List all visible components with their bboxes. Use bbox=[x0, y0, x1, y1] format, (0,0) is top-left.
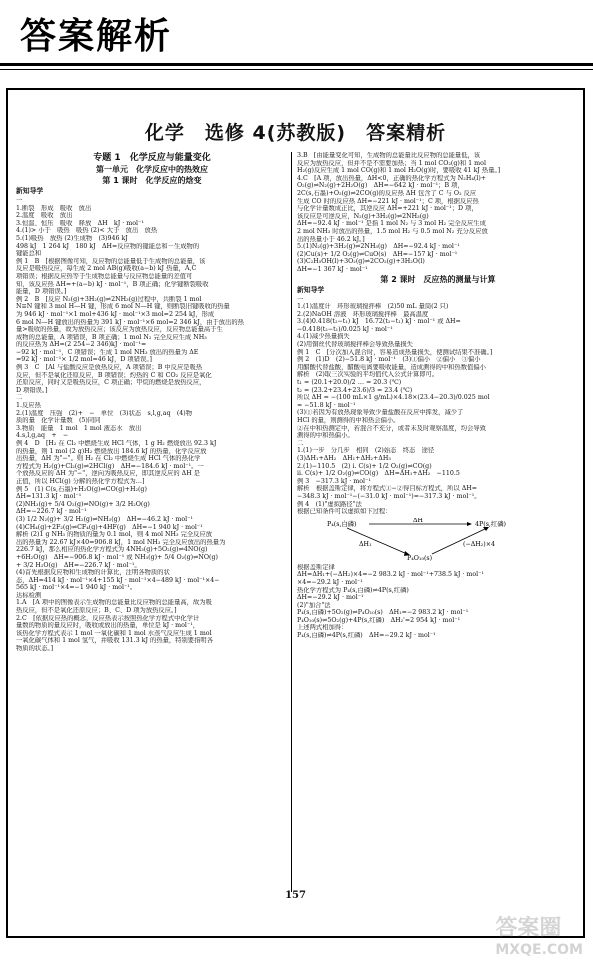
left-text-lines bbox=[16, 197, 288, 653]
answer-line: 解析 (2)取三次实验的平均值代入公式计算即可。 bbox=[297, 371, 439, 379]
answer-line: 解析 (2)1 g NH₃ 的物质的量为 0.1 mol，则 4 mol NH₃ 完全反应放 bbox=[16, 531, 213, 539]
right-text-lines-a bbox=[297, 152, 579, 274]
answer-line: (3)C₂H₅OH(l)+3O₂(g)⇌2CO₂(g)+3H₂O(l) bbox=[297, 258, 425, 266]
answer-line: 生成 CO 时的反应热 ΔH=−221 kJ · mol⁻¹；C 项，根据反应热 bbox=[297, 197, 479, 205]
diagram-right-node: 4P(s,红磷) bbox=[475, 520, 506, 528]
page-number: 157 bbox=[285, 890, 306, 901]
answer-line: 二 bbox=[297, 439, 304, 447]
answer-line: 出的热量小于 46.2 kJ。] bbox=[297, 235, 365, 243]
answer-line: ΔH=−226.7 kJ · mol⁻¹ bbox=[16, 508, 87, 516]
answer-line: +6H₂O(g) ΔH=−906.8 kJ · mol⁻¹ 或 NH₃(g)+ 5/4 O₂(g)⇌NO(g) bbox=[16, 553, 218, 561]
answer-line: 2.C [依据反应热的概念，反应热表示按照热化学方程式中化学计 bbox=[16, 614, 200, 622]
answer-line: 1.(1)温度计 环形玻璃搅拌棒 (2)50 mL 量筒(2 只) bbox=[297, 303, 449, 311]
column-divider bbox=[291, 152, 292, 892]
answer-line: 反应是吸热反应，每生成 2 mol AB(g)吸收(a−b) kJ 热量，A,C bbox=[16, 265, 197, 273]
answer-line: (3)①若因为有放热现象导致少量盐酸在反应中挥发，减少了 bbox=[297, 409, 464, 417]
answer-line: (4)首先根据反应物和生成物的计算比，注明各物质的状 bbox=[16, 569, 170, 577]
answer-line: 1.反应热 bbox=[16, 402, 41, 410]
answer-line: 达标检测 bbox=[16, 591, 42, 599]
watermark-logo bbox=[495, 911, 583, 958]
answer-line: 例 3 C [Al 与盐酸反应是放热反应，A 项错误；B 中反应是吸热 bbox=[16, 364, 203, 372]
answer-line: 例 5 (1) C(s,石墨)+H₂O(g)⇌CO(g)+H₂(g) bbox=[16, 485, 147, 493]
answer-line: 例 2 (1)D (2)−51.8 kJ · mol⁻¹ (3)①偏小 ②偏小 ③偏小 bbox=[297, 356, 481, 364]
answer-line: −92 kJ · mol⁻¹，C 项错误；生成 1 mol NH₃ 放出的热量为 ΔE bbox=[16, 348, 199, 356]
answer-line: 解析 根据盖斯定律，将方程式①−②得目标方程式，所以 ΔH= bbox=[297, 485, 478, 493]
answer-line: 成物的总能量，A 项错误，B 项正确；1 mol N₂ 完全反应生成 NH₃ bbox=[16, 333, 207, 341]
answer-line: 该热化学方程式表示 1 mol 一氧化碳和 1 mol 水蒸气反应生成 1 mol bbox=[16, 629, 212, 637]
answer-line: 一氧化碳气体和 1 mol 氢气，并吸收 131.3 kJ 的热量，特别要指明各 bbox=[16, 637, 213, 645]
answer-line: ii. C(s)+ 1/2 O₂(g)⇌CO(g) ΔH=ΔH₁+ΔH₂ −110.5 bbox=[297, 470, 460, 478]
new-knowledge-heading: 新知导学 bbox=[16, 187, 44, 195]
answer-line: (2)Cu(s)+ 1/2 O₂(g)⇌CuO(s) ΔH=−157 kJ · mol⁻¹ bbox=[297, 250, 458, 258]
right-text-lines-c bbox=[297, 564, 579, 640]
answer-line: D 项错误。] bbox=[16, 386, 48, 394]
right-text-lines-b bbox=[297, 296, 579, 516]
watermark-text: 答案圈 bbox=[495, 916, 562, 941]
answer-line: 反应为放热反应，但并不是不需要加热；当 1 mol CO₂(g)和 1 mol bbox=[297, 159, 486, 167]
answer-line: 用醋酸代替盐酸，醋酸电离要吸收能量，造成测得的中和热数值偏小 bbox=[297, 363, 486, 371]
answer-line: (3) 1/2 N₂(g)+ 3/2 H₂(g)⇌NH₃(g) ΔH=−46.2 kJ · mol⁻¹ bbox=[16, 515, 194, 523]
answer-line: −0.418(t₂−t₁)/0.025 kJ · mol⁻¹ bbox=[297, 325, 393, 333]
answer-line: 为 946 kJ · mol⁻¹×1 mol+436 kJ · mol⁻¹×3 mol=2 254 kJ，形成 bbox=[16, 310, 215, 318]
answer-line: t₁ = (20.1+20.0)/2 … = 20.3 (℃) bbox=[297, 379, 402, 387]
answer-line: P₄O₁₀(s)⇌5O₂(g)+4P(s,红磷) ΔH₂'=2 954 kJ · mol⁻¹ bbox=[297, 616, 461, 624]
answer-line: (4)CH₄(g)+2F₂(g)⇌CF₄(g)+4HF(g) ΔH=−1 940 kJ · mol⁻¹ bbox=[16, 523, 203, 531]
answer-line: 226.7 kJ，那么相应的热化学方程式为 4NH₃(g)+5O₂(g)⇌4NO(g) bbox=[16, 546, 208, 554]
answer-line: O₂(g)⇌N₂(g)+2H₂O(g) ΔH=−642 kJ · mol⁻¹；B 项， bbox=[297, 182, 464, 190]
answer-line: 3.(4)0.418(t₂−t₁) kJ 16.72(t₂−t₁) kJ · mol⁻¹ 或 ΔH= bbox=[297, 318, 461, 326]
answer-line: 热化学方程式为 P₄(s,白磷)⇌4P(s,红磷) bbox=[297, 586, 409, 594]
hess-diagram bbox=[297, 518, 579, 562]
answer-line: 个放热反应的 ΔH 为"−"，逆向为吸热反应，即其逆反应的 ΔH 是 bbox=[16, 470, 200, 478]
answer-line: 反应，但不是氧化还原反应，B 项错误；灼热的 C 和 CO₂ 反应是氧化 bbox=[16, 371, 212, 379]
answer-line: 例 1 C [分次加入混合时，容易造成热量损失，使测试结果不准确。] bbox=[297, 348, 493, 356]
answer-line: 量数的物质的量反应时，吸收或放出的热量，单位是 kJ · mol⁻¹， bbox=[16, 622, 200, 630]
answer-line: 例 3 −317.3 kJ · mol⁻¹ bbox=[297, 477, 371, 485]
answer-line: 4.(1)> 小于 吸热 吸热 (2)< 大于 放出 放热 bbox=[16, 227, 158, 235]
lesson-title: 第 1 课时 化学反应的焓变 bbox=[102, 176, 202, 185]
answer-line: (2)"加合"法 bbox=[297, 601, 331, 609]
answer-line: 4.s,l,g,aq + − bbox=[16, 432, 69, 440]
answer-line: 该反应是可逆反应，N₂(g)+3H₂(g)⇌2NH₃(g) bbox=[297, 212, 429, 220]
answer-line: H₂(g)反应生成 1 mol CO(g)和 1 mol H₂O(g)时，要吸收 41 kJ 热量。] bbox=[297, 167, 501, 175]
answer-line: 498 kJ 1 264 kJ 180 kJ ΔH=反应物的键能总和－生成物的 bbox=[16, 242, 200, 250]
right-column bbox=[297, 152, 579, 640]
answer-line: 2.(1)−110.5 (2) i. C(s)+ 1/2 O₂(g)⇌CO(g) bbox=[297, 462, 432, 470]
topic-title: 专题 1 化学反应与能量变化 bbox=[93, 153, 211, 163]
answer-line: 4.(1)减少热量损失 bbox=[297, 333, 350, 341]
answer-line: ΔH=−29.2 kJ · mol⁻¹ bbox=[297, 594, 364, 602]
answer-line: 1.断裂 形成 吸收 放出 bbox=[16, 204, 92, 212]
answer-line: 二 bbox=[16, 394, 23, 402]
answer-line: (3)ΔH₁+ΔH₂ ΔH₁+ΔH₂+ΔH₃ bbox=[297, 454, 391, 462]
answer-line: ×4=−29.2 kJ · mol⁻¹ bbox=[297, 578, 363, 586]
answer-line: 1.(1)一步 分几步 相同 (2)始态 终态 途径 bbox=[297, 447, 435, 455]
unit-title: 第一单元 化学反应中的热效应 bbox=[96, 165, 208, 174]
answer-line: 2C(s,石墨)+O₂(g)⇌2CO(g)的反应热 ΔH 包含了 C 与 O₂ 反应 bbox=[297, 189, 477, 197]
diagram-left-node: P₄(s,白磷) bbox=[327, 520, 357, 528]
answer-line: 4.C [A 项，放出热量，ΔH<0，正确的热化学方程式为 N₂H₄(l)+ bbox=[297, 174, 487, 182]
answer-line: 例 2 B [反应 N₂(g)+3H₂(g)⇌2NH₃(g)过程中，共断裂 1 mol bbox=[16, 295, 202, 303]
answer-line: ΔH=131.3 kJ · mol⁻¹ bbox=[16, 493, 82, 501]
answer-line: 3.恒温、恒压 吸收 释放 ΔH kJ · mol⁻¹ bbox=[16, 219, 144, 227]
answer-line: 知，该反应热 ΔH=+(a−b) kJ · mol⁻¹，B 项正确；化学键断裂吸收 bbox=[16, 280, 209, 288]
answer-line: 5.(1)吸热 放热 (2)生成物 (3)946 kJ bbox=[16, 234, 128, 242]
answer-line: 例 4 (1)"虚拟路径"法 bbox=[297, 500, 362, 508]
top-rule-thin bbox=[0, 69, 593, 70]
answer-line: 正值，所以 HCl(g) 分解的热化学方程式为…] bbox=[16, 477, 145, 485]
answer-line: ≈ −51.8 kJ · mol⁻¹ bbox=[297, 401, 356, 409]
lesson2-title: 第 2 课时 反应热的测量与计算 bbox=[380, 274, 496, 284]
answer-line: t₂ = (23.2+23.4+23.6)/3 = 23.4 (℃) bbox=[297, 386, 413, 394]
answer-frame bbox=[6, 88, 585, 938]
answer-line: 3.物质 能量 1 mol 1 mol 液态水 放出 bbox=[16, 424, 142, 432]
answer-line: 出热量，ΔH 为"−"。则 H₂ 在 Cl₂ 中燃烧生成 HCl 气体的热化学 bbox=[16, 455, 201, 463]
answer-line: (2)NH₃(g)+ 5/4 O₂(g)⇌NO(g)+ 3/2 H₂O(g) bbox=[16, 500, 150, 508]
answer-line: 一 bbox=[16, 197, 23, 204]
answer-line: 3.B [由能量变化可知，生成物的总能量比反应物的总能量低，该 bbox=[297, 152, 481, 159]
answer-line: 例 4 D [H₂ 在 Cl₂ 中燃烧生成 HCl 气体，1 g H₂ 燃烧放出 92.3 kJ bbox=[16, 440, 217, 447]
answer-line: 的反应热为 ΔH=(2 254−2 346)kJ · mol⁻¹= bbox=[16, 341, 147, 349]
answer-line: 能量，D 项错误。] bbox=[16, 288, 67, 296]
answer-line: 测得的中和热偏小。 bbox=[297, 432, 354, 440]
answer-line: 6 mol N—H 键放出的热量为 391 kJ · mol⁻¹×6 mol=2 346 kJ，由于放出的热 bbox=[16, 318, 244, 326]
answer-line: (2)用铜丝代替玻璃搅拌棒会导致热量损失 bbox=[297, 341, 413, 349]
answer-line: 方程式为 H₂(g)+Cl₂(g)⇌2HCl(g) ΔH=−184.6 kJ · mol⁻¹。一 bbox=[16, 462, 204, 470]
watermark-url: MXQE.COM bbox=[495, 942, 583, 958]
answer-line: 1.A [A 项中的图像表示生成物的总能量比反应物的总能量高，故为吸 bbox=[16, 599, 212, 607]
page-top-title: 答案解析 bbox=[20, 16, 173, 57]
answer-line: 例 1 B [根据图像可知，反应物的总能量低于生成物的总能量，该 bbox=[16, 257, 206, 265]
answer-line: 键能总和 bbox=[16, 250, 42, 258]
answer-line: 5.(1)N₂(g)+3H₂(g)⇌2NH₃(g) ΔH=−92.4 kJ · mol⁻¹ bbox=[297, 243, 460, 251]
top-rule-thick bbox=[0, 63, 593, 66]
answer-line: ΔH=−1 367 kJ · mol⁻¹ bbox=[297, 265, 368, 273]
answer-line: 上述两式相加得： bbox=[297, 624, 348, 632]
diagram-top-label: ΔH bbox=[413, 517, 424, 524]
new-knowledge-heading-2: 新知导学 bbox=[297, 285, 325, 294]
section-header: 化学 选修 4(苏教版) 答案精析 bbox=[144, 122, 447, 144]
answer-line: 2.温度 吸收 放出 bbox=[16, 212, 73, 220]
answer-line: =92 kJ · mol⁻¹× 1/2 mol=46 kJ，D 项错误。] bbox=[16, 356, 152, 364]
answer-line: 一 bbox=[297, 295, 304, 303]
answer-line: HCl 的量，则测得的中和热会偏小。 bbox=[297, 417, 400, 424]
answer-line: 所以 ΔH = −(100 mL×1 g/mL)×4.18×(23.4−20.3)/0.025 mol bbox=[297, 394, 490, 402]
answer-line: 物质的状态。] bbox=[16, 645, 54, 653]
diagram-right-arrow-label: (−ΔH₂)×4 bbox=[463, 540, 496, 548]
answer-line: 根据已知条件可以虚拟如下过程： bbox=[297, 508, 392, 516]
answer-line: −348.3 kJ · mol⁻¹−(−31.0 kJ · mol⁻¹)=−317.3 kJ · mol⁻¹。 bbox=[297, 492, 481, 500]
diagram-bottom-node: P₄O₁₀(s) bbox=[407, 554, 433, 562]
left-column bbox=[16, 152, 288, 653]
answer-line: ΔH=ΔH₁+(−ΔH₂)×4=−2 983.2 kJ · mol⁻¹+738.5 kJ · mol⁻¹ bbox=[297, 571, 485, 579]
answer-line: ②在中和热测定中，若混合不充分，或者未及时观察温度，均会导致 bbox=[297, 424, 486, 432]
answer-line: + 3/2 H₂O(g) ΔH=−226.7 kJ · mol⁻¹。 bbox=[16, 561, 141, 569]
answer-line: 态，ΔH=414 kJ · mol⁻¹×4+155 kJ · mol⁻¹×4−489 kJ · mol⁻¹×4− bbox=[16, 576, 220, 584]
answer-line: 还原反应，同时又是吸热反应，C 项正确；甲烷的燃烧是放热反应， bbox=[16, 379, 206, 387]
answer-line: N≡N 键和 3 mol H—H 键，形成 6 mol N—H 键，则断裂旧键吸收的热量 bbox=[16, 303, 230, 311]
answer-line: 出的热量为 22.67 kJ×40=906.8 kJ，1 mol NH₃ 完全反应放出的热量为 bbox=[16, 538, 226, 546]
answer-line: 2.(2)NaOH 溶液 环形玻璃搅拌棒 最高温度 bbox=[297, 310, 429, 318]
answer-line: P₄(s,白磷)⇌4P(s,红磷) ΔH=−29.2 kJ · mol⁻¹ bbox=[297, 632, 436, 640]
answer-line: 量>吸收的热量，故为放热反应；该反应为放热反应，反应物总能量高于生 bbox=[16, 326, 223, 334]
diagram-left-arrow-label: ΔH₁ bbox=[359, 540, 372, 548]
answer-line: 2 mol NH₃ 时放出的热量，1.5 mol H₂ 与 0.5 mol N₂ 充分反应放 bbox=[297, 227, 488, 235]
answer-line: 热反应，但不是氧化还原反应；B、C、D 项为放热反应。] bbox=[16, 607, 177, 615]
answer-line: 565 kJ · mol⁻¹×4=−1 940 kJ · mol⁻¹。 bbox=[16, 584, 137, 592]
answer-line: ΔH=−92.4 kJ · mol⁻¹ 是指 1 mol N₂ 与 3 mol H₂ 完全反应生成 bbox=[297, 220, 486, 228]
answer-line: 与化学计量数成正比，其逆反应 ΔH=+221 kJ · mol⁻¹；D 项， bbox=[297, 205, 478, 213]
answer-line: P₄(s,白磷)+5O₂(g)⇌P₄O₁₀(s) ΔH₁=−2 983.2 kJ · mol⁻¹ bbox=[297, 609, 469, 617]
answer-line: 项错误；根据反应热等于生成物总能量与反应物总能量的差值可 bbox=[16, 272, 193, 280]
answer-line: 的热量，则 1 mol (2 g)H₂ 燃烧放出 184.6 kJ 的热量，化学反应放 bbox=[16, 447, 207, 455]
answer-line: 根据盖斯定律 bbox=[297, 563, 335, 571]
answer-line: 质的量 化学计量数 (5)同同 bbox=[16, 417, 101, 425]
answer-line: 2.(1)温度 压强 (2)+ − 单位 (3)状态 s,l,g,aq (4)物 bbox=[16, 409, 193, 417]
hess-diagram-svg bbox=[327, 518, 527, 562]
